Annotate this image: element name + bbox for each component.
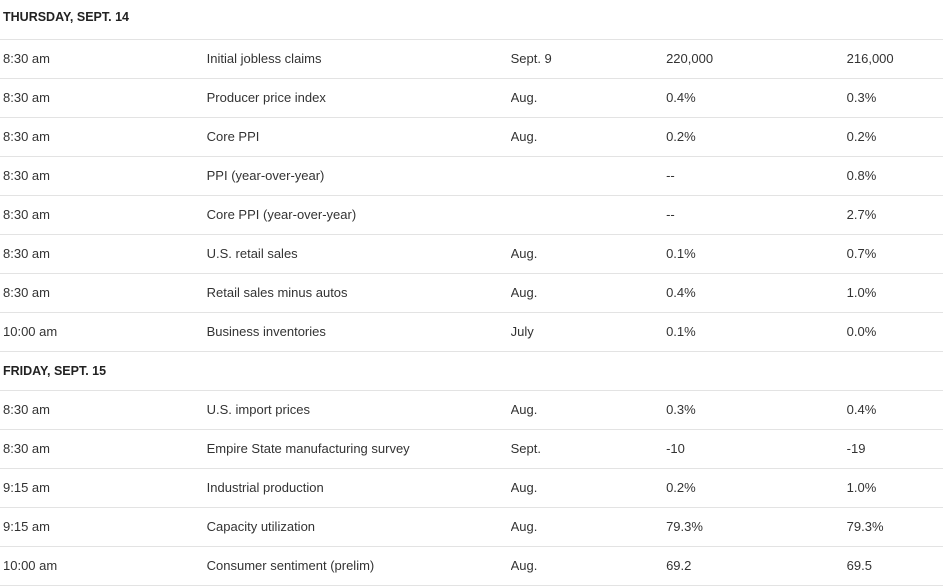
report-period: Sept. 9 [511,39,666,78]
report-period: Aug. [511,507,666,546]
report-period: Aug. [511,468,666,507]
day-heading-row [0,351,943,390]
indicator-name: U.S. import prices [207,390,511,429]
table-row [0,390,943,429]
table-row [0,195,943,234]
forecast-value: 0.4% [666,78,847,117]
release-time: 8:30 am [0,195,207,234]
table-row [0,468,943,507]
previous-value: 0.3% [847,78,943,117]
report-period: Aug. [511,273,666,312]
indicator-name: Capacity utilization [207,507,511,546]
indicator-name: Empire State manufacturing survey [207,429,511,468]
indicator-name: Initial jobless claims [207,39,511,78]
indicator-name: Business inventories [207,312,511,351]
indicator-name: U.S. retail sales [207,234,511,273]
indicator-name: PPI (year-over-year) [207,156,511,195]
report-period: Aug. [511,390,666,429]
release-time: 10:00 am [0,546,207,585]
previous-value: 0.4% [847,390,943,429]
release-time: 8:30 am [0,156,207,195]
report-period [511,156,666,195]
forecast-value: 0.1% [666,312,847,351]
table-row [0,273,943,312]
indicator-name: Core PPI (year-over-year) [207,195,511,234]
previous-value: 216,000 [847,39,943,78]
table-row [0,39,943,78]
forecast-value: 0.1% [666,234,847,273]
table-row [0,117,943,156]
previous-value: 0.8% [847,156,943,195]
table-row [0,78,943,117]
forecast-value: 69.2 [666,546,847,585]
release-time: 8:30 am [0,117,207,156]
table-row [0,546,943,585]
release-time: 8:30 am [0,78,207,117]
release-time: 8:30 am [0,234,207,273]
release-time: 8:30 am [0,273,207,312]
day-heading: THURSDAY, SEPT. 14 [0,0,943,39]
report-period: Aug. [511,546,666,585]
indicator-name: Industrial production [207,468,511,507]
forecast-value: 79.3% [666,507,847,546]
indicator-name: Retail sales minus autos [207,273,511,312]
release-time: 8:30 am [0,429,207,468]
day-heading: FRIDAY, SEPT. 15 [0,351,943,390]
report-period [511,195,666,234]
table-row [0,156,943,195]
previous-value: 0.0% [847,312,943,351]
table-row [0,429,943,468]
previous-value: 69.5 [847,546,943,585]
release-time: 10:00 am [0,312,207,351]
previous-value: 79.3% [847,507,943,546]
table-row [0,507,943,546]
forecast-value: 0.2% [666,468,847,507]
report-period: Aug. [511,78,666,117]
report-period: Sept. [511,429,666,468]
forecast-value: 220,000 [666,39,847,78]
previous-value: 0.7% [847,234,943,273]
table-row [0,234,943,273]
report-period: July [511,312,666,351]
previous-value: -19 [847,429,943,468]
indicator-name: Core PPI [207,117,511,156]
release-time: 9:15 am [0,507,207,546]
forecast-value: -- [666,156,847,195]
previous-value: 1.0% [847,468,943,507]
report-period: Aug. [511,234,666,273]
release-time: 8:30 am [0,39,207,78]
release-time: 8:30 am [0,390,207,429]
forecast-value: 0.3% [666,390,847,429]
table-row [0,312,943,351]
forecast-value: -10 [666,429,847,468]
previous-value: 2.7% [847,195,943,234]
indicator-name: Producer price index [207,78,511,117]
forecast-value: 0.2% [666,117,847,156]
previous-value: 1.0% [847,273,943,312]
forecast-value: -- [666,195,847,234]
previous-value: 0.2% [847,117,943,156]
day-heading-row [0,0,943,39]
indicator-name: Consumer sentiment (prelim) [207,546,511,585]
report-period: Aug. [511,117,666,156]
forecast-value: 0.4% [666,273,847,312]
release-time: 9:15 am [0,468,207,507]
